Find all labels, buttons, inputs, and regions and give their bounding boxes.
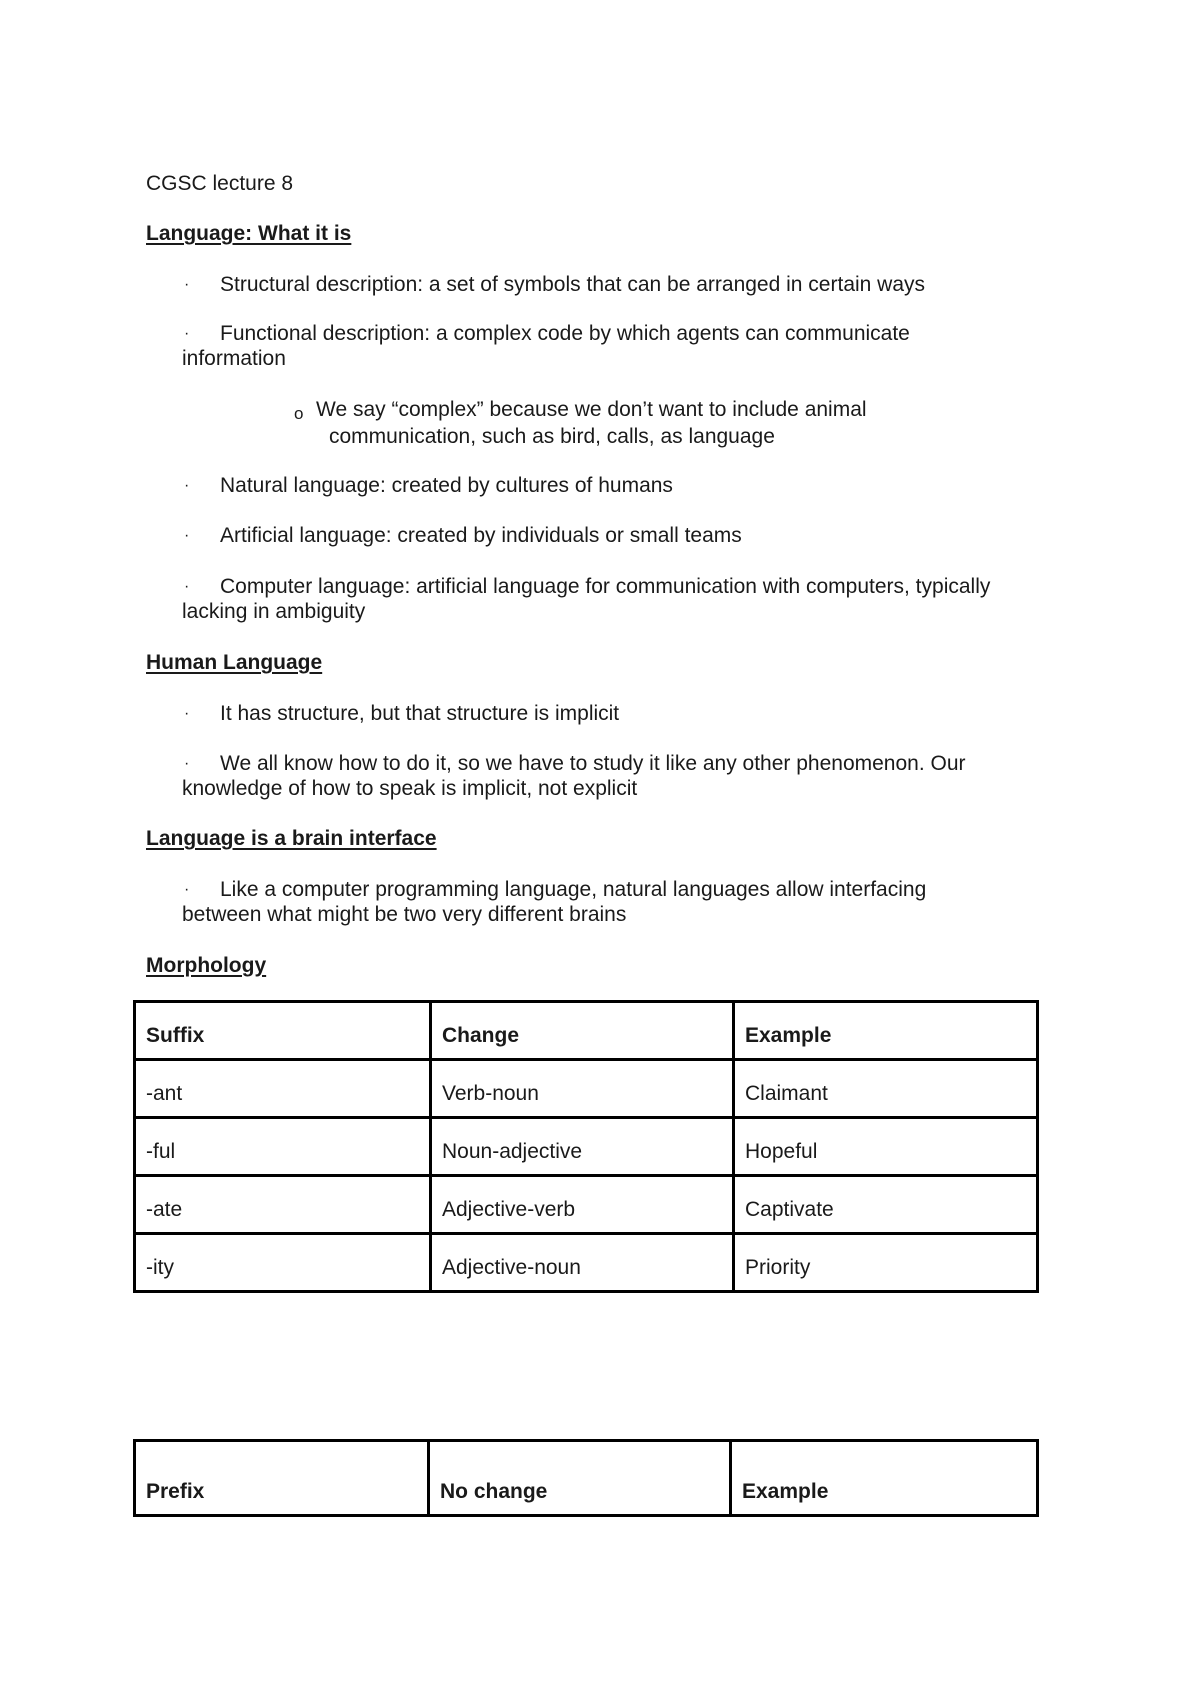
table-header-example: Example	[731, 1441, 1038, 1516]
table-cell: Priority	[734, 1234, 1038, 1292]
suffix-table	[133, 1000, 1039, 1293]
table-header-change: Change	[431, 1002, 734, 1060]
bullet-functional-description-line1: Functional description: a complex code by which agents can communicate	[220, 322, 910, 345]
subbullet-complex-line2: communication, such as bird, calls, as language	[329, 425, 775, 448]
bullet-glyph: ·	[184, 881, 190, 898]
bullet-natural-language: Natural language: created by cultures of humans	[220, 474, 673, 497]
table-cell: -ity	[135, 1234, 431, 1292]
bullet-glyph: ·	[184, 527, 190, 544]
table-header-suffix: Suffix	[135, 1002, 431, 1060]
table-row	[135, 1441, 1038, 1516]
heading-brain-interface: Language is a brain interface	[146, 827, 437, 850]
subbullet-glyph: o	[294, 404, 304, 423]
prefix-table	[133, 1439, 1039, 1517]
table-cell: -ant	[135, 1060, 431, 1118]
bullet-we-all-know-line1: We all know how to do it, so we have to study it like any other phenomenon. Our	[220, 752, 966, 775]
table-cell: Claimant	[734, 1060, 1038, 1118]
table-cell: Verb-noun	[431, 1060, 734, 1118]
table-cell: Noun-adjective	[431, 1118, 734, 1176]
heading-morphology: Morphology	[146, 954, 267, 977]
bullet-we-all-know-line2: knowledge of how to speak is implicit, not explicit	[182, 777, 638, 800]
table-row	[135, 1002, 1038, 1060]
bullet-programming-language-line2: between what might be two very different brains	[182, 903, 627, 926]
bullet-functional-description-line2: information	[182, 347, 286, 370]
table-cell: Hopeful	[734, 1118, 1038, 1176]
table-row	[135, 1176, 1038, 1234]
doc-title: CGSC lecture 8	[146, 172, 294, 195]
heading-human-language: Human Language	[146, 651, 323, 674]
table-row	[135, 1234, 1038, 1292]
table-cell: Adjective-verb	[431, 1176, 734, 1234]
bullet-glyph: ·	[184, 477, 190, 494]
bullet-structural-description: Structural description: a set of symbols that can be arranged in certain ways	[220, 273, 926, 296]
bullet-computer-language-line1: Computer language: artificial language for communication with computers, typically	[220, 575, 991, 598]
subbullet-complex-line1: We say “complex” because we don’t want to include animal	[316, 398, 867, 421]
table-header-prefix: Prefix	[135, 1441, 429, 1516]
bullet-artificial-language: Artificial language: created by individuals or small teams	[220, 524, 742, 547]
heading-language-what-it-is: Language: What it is	[146, 222, 352, 245]
bullet-glyph: ·	[184, 705, 190, 722]
table-cell: Adjective-noun	[431, 1234, 734, 1292]
table-header-example: Example	[734, 1002, 1038, 1060]
table-row	[135, 1118, 1038, 1176]
table-header-no-change: No change	[429, 1441, 731, 1516]
table-cell: Captivate	[734, 1176, 1038, 1234]
bullet-programming-language-line1: Like a computer programming language, natural languages allow interfacing	[220, 878, 927, 901]
bullet-glyph: ·	[184, 276, 190, 293]
bullet-glyph: ·	[184, 578, 190, 595]
bullet-has-structure: It has structure, but that structure is implicit	[220, 702, 620, 725]
bullet-glyph: ·	[184, 325, 190, 342]
table-cell: -ate	[135, 1176, 431, 1234]
table-cell: -ful	[135, 1118, 431, 1176]
bullet-glyph: ·	[184, 755, 190, 772]
table-row	[135, 1060, 1038, 1118]
bullet-computer-language-line2: lacking in ambiguity	[182, 600, 366, 623]
